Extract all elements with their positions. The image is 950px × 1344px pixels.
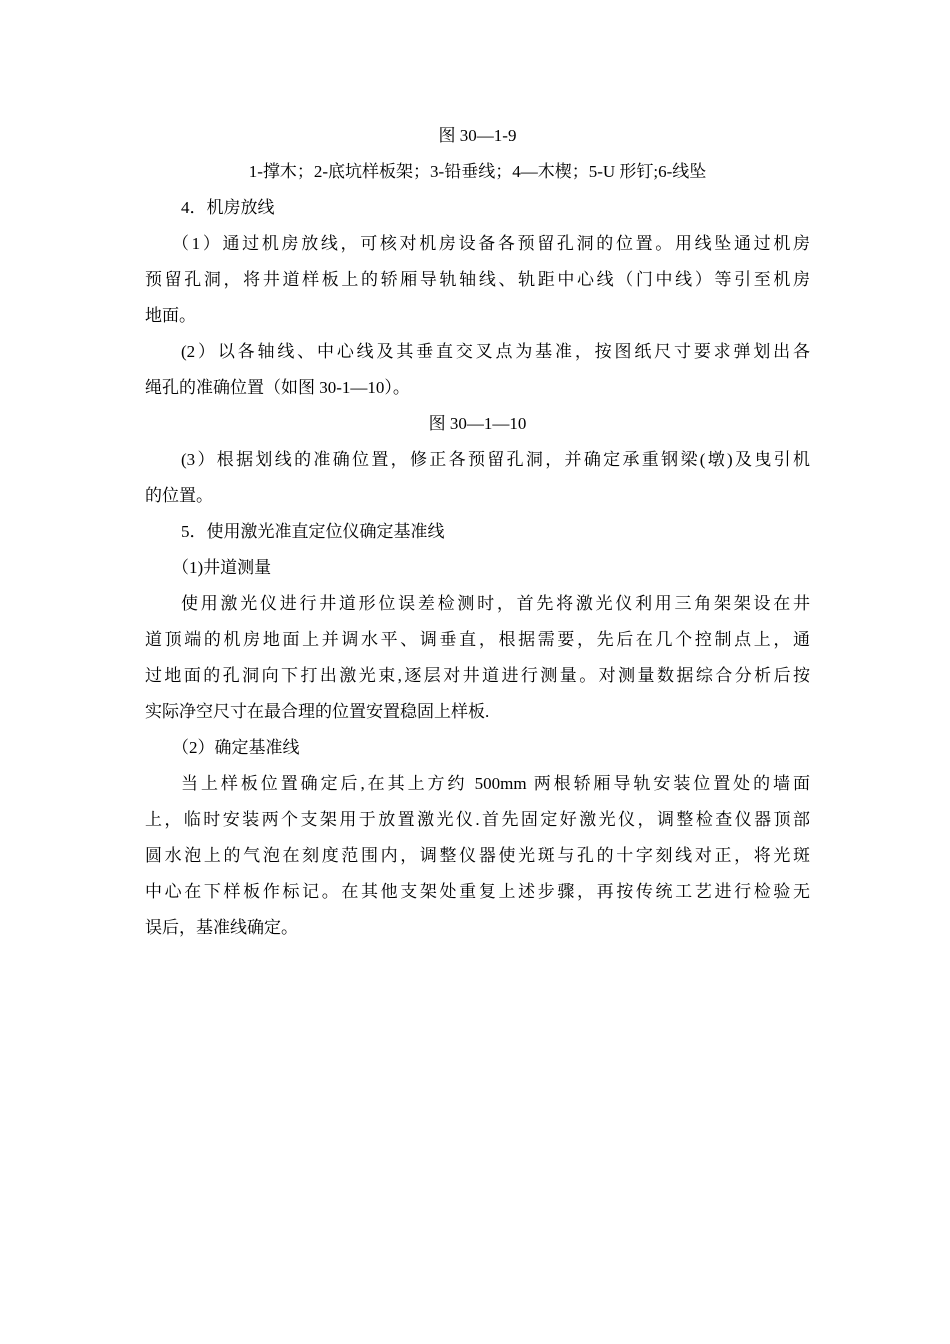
figure-legend: 1-撑木；2-底坑样板架；3-铅垂线；4—木楔；5-U 形钉;6-线坠 bbox=[248, 162, 707, 181]
paragraph-line: 过地面的孔洞向下打出激光束,逐层对井道进行测量。对测量数据综合分析后按 bbox=[145, 666, 810, 685]
paragraph-line: 道顶端的机房地面上并调水平、调垂直，根据需要，先后在几个控制点上，通 bbox=[145, 630, 810, 649]
figure-caption: 图 30—1-9 bbox=[438, 126, 517, 145]
subsection-heading: （2）确定基准线 bbox=[172, 738, 300, 757]
paragraph-line: 地面。 bbox=[145, 306, 196, 325]
section-heading: 5．使用激光准直定位仪确定基准线 bbox=[181, 522, 445, 541]
paragraph-line: 实际净空尺寸在最合理的位置安置稳固上样板. bbox=[145, 702, 490, 721]
paragraph-line: （1）通过机房放线，可核对机房设备各预留孔洞的位置。用线坠通过机房 bbox=[172, 234, 810, 253]
paragraph-line: 圆水泡上的气泡在刻度范围内，调整仪器使光斑与孔的十字刻线对正，将光斑 bbox=[145, 846, 810, 865]
paragraph-line: 当上样板位置确定后,在其上方约 500mm 两根轿厢导轨安装位置处的墙面 bbox=[181, 774, 810, 793]
paragraph-line: (3）根据划线的准确位置，修正各预留孔洞，并确定承重钢梁(墩)及曳引机 bbox=[181, 450, 810, 469]
paragraph-line: 的位置。 bbox=[145, 486, 213, 505]
paragraph-line: 误后，基准线确定。 bbox=[145, 918, 298, 937]
paragraph-line: 绳孔的准确位置（如图 30-1—10）。 bbox=[145, 378, 410, 397]
section-heading: 4．机房放线 bbox=[181, 198, 275, 217]
paragraph-line: 上，临时安装两个支架用于放置激光仪.首先固定好激光仪，调整检查仪器顶部 bbox=[145, 810, 810, 829]
paragraph-line: 中心在下样板作标记。在其他支架处重复上述步骤，再按传统工艺进行检验无 bbox=[145, 882, 810, 901]
paragraph-line: (2）以各轴线、中心线及其垂直交叉点为基准，按图纸尺寸要求弹划出各 bbox=[181, 342, 810, 361]
paragraph-line: 使用激光仪进行井道形位误差检测时，首先将激光仪利用三角架架设在井 bbox=[181, 594, 810, 613]
figure-caption: 图 30—1—10 bbox=[428, 414, 527, 433]
subsection-heading: （1)井道测量 bbox=[172, 558, 272, 577]
paragraph-line: 预留孔洞，将井道样板上的轿厢导轨轴线、轨距中心线（门中线）等引至机房 bbox=[145, 270, 810, 289]
